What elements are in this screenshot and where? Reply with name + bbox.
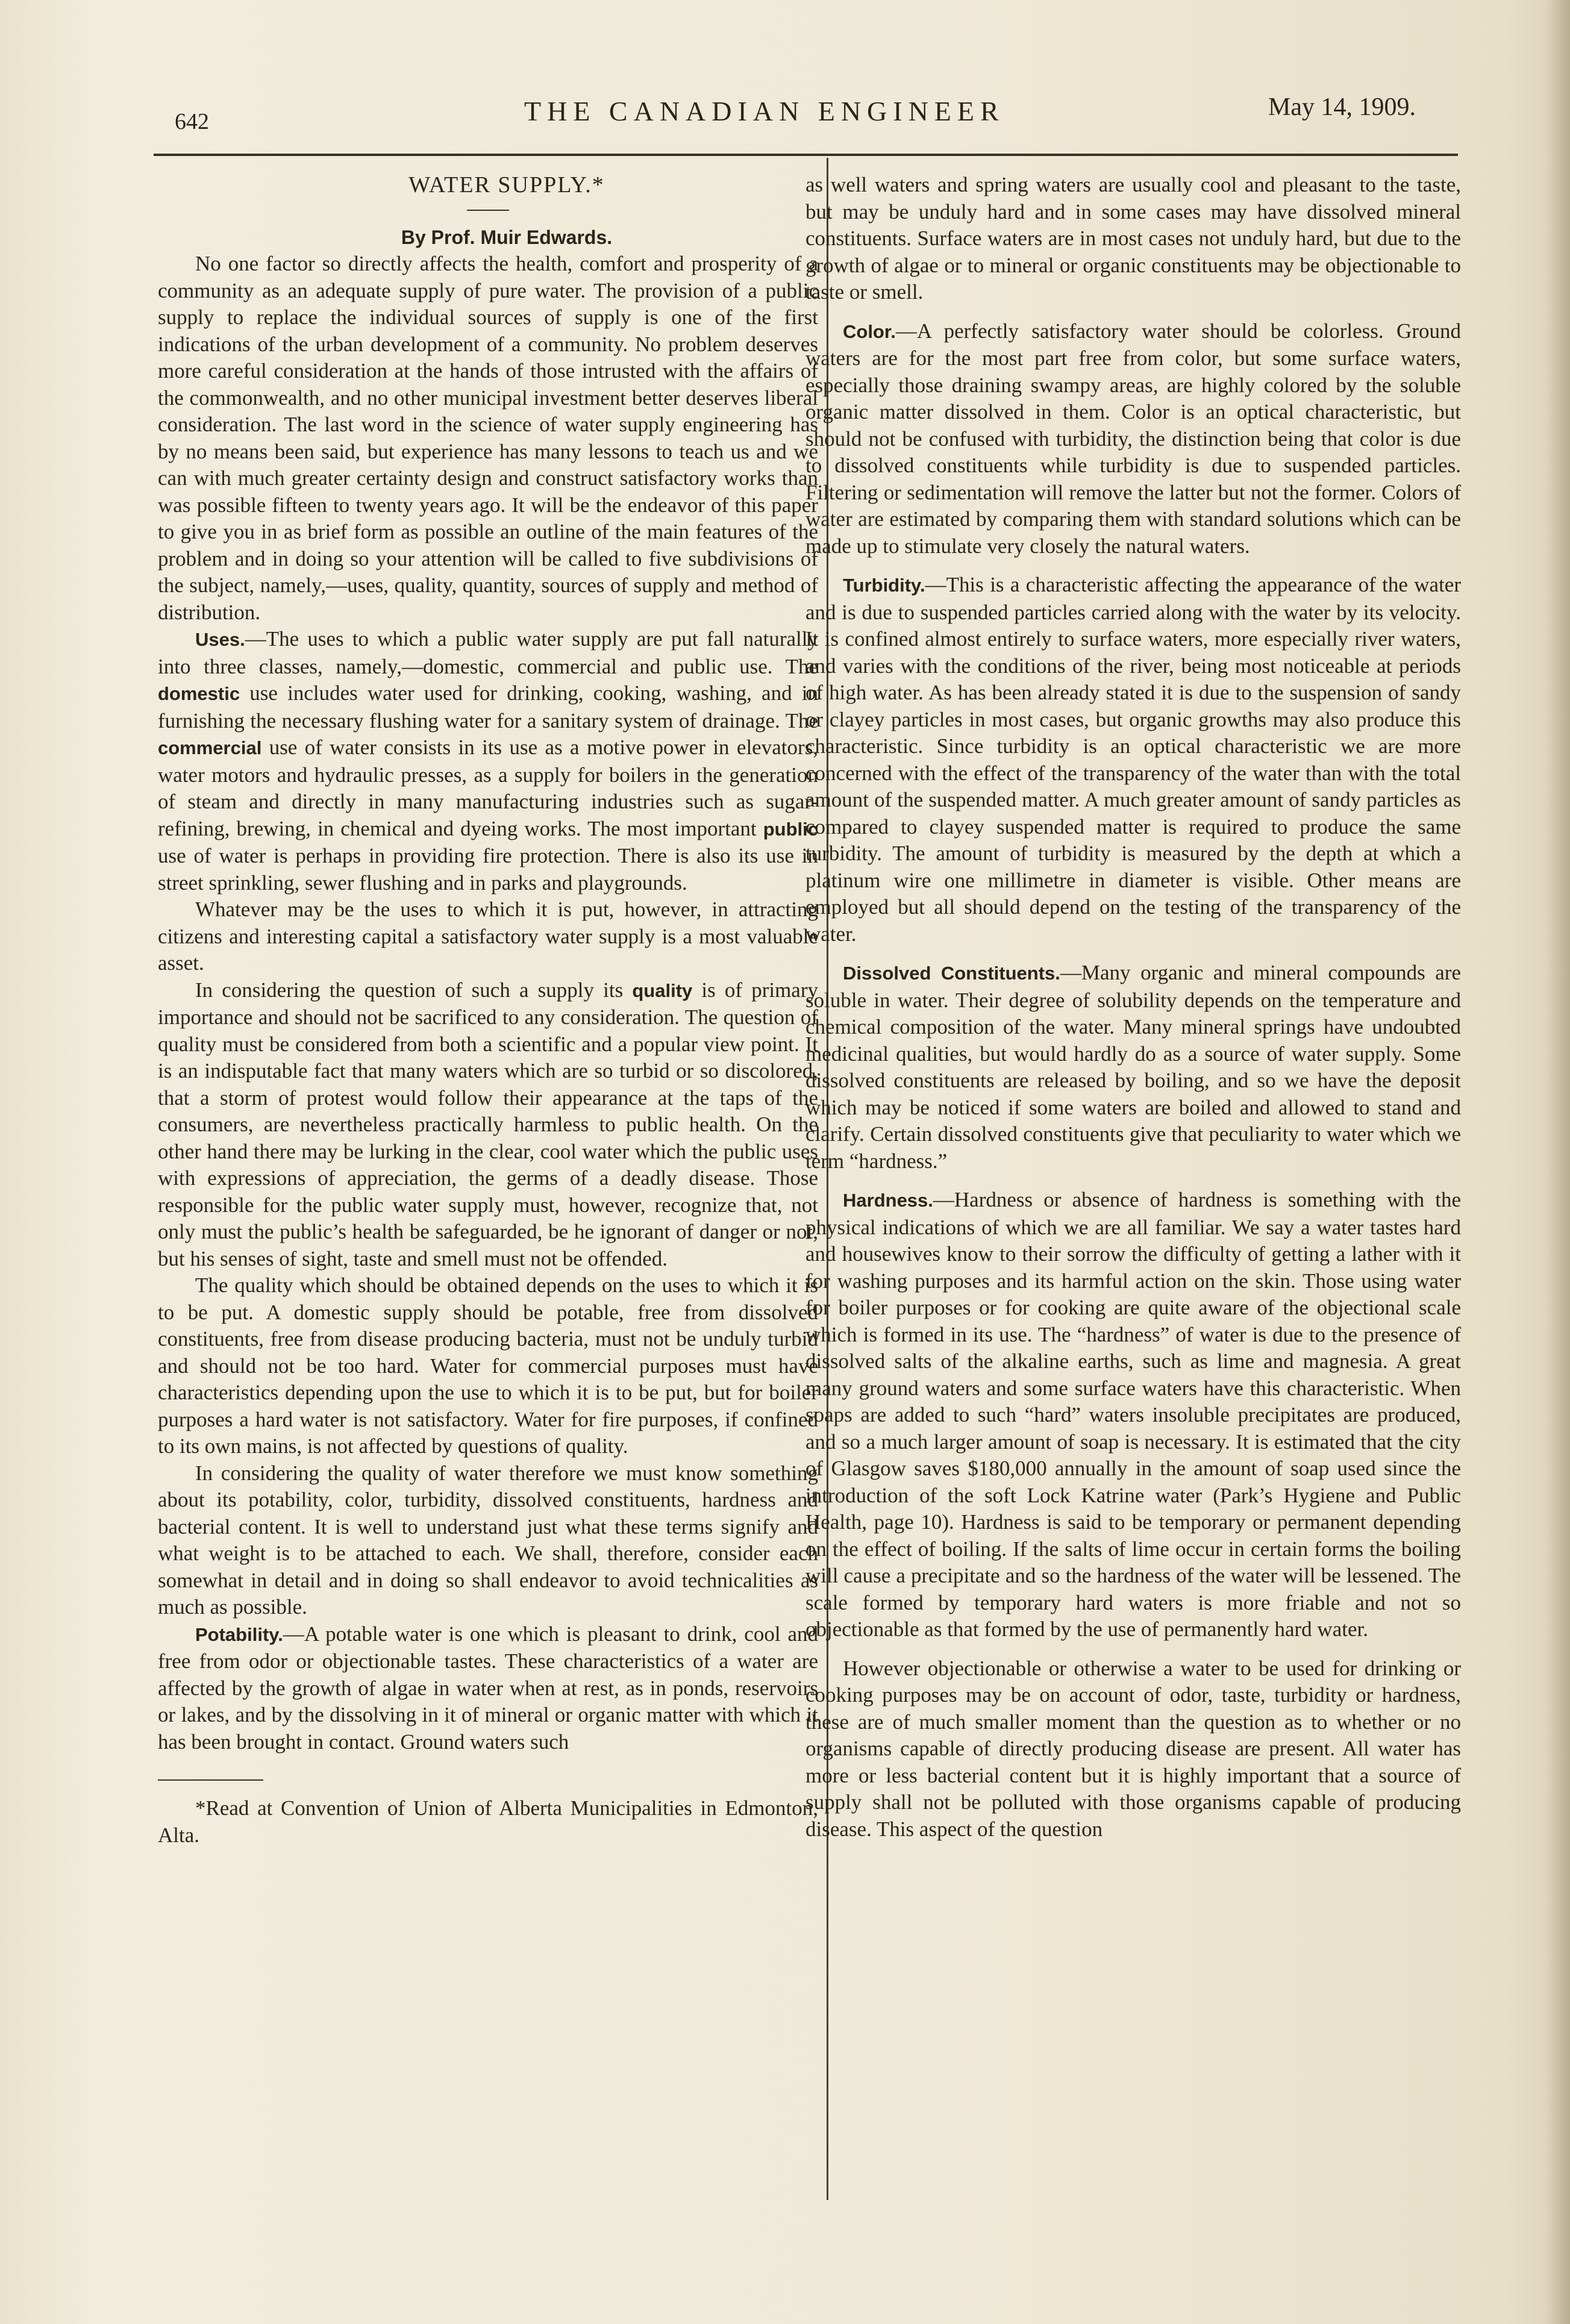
page-spine-shadow — [1546, 0, 1570, 2324]
keyword-commercial: commercial — [158, 737, 262, 758]
heading-potability: Potability. — [195, 1623, 283, 1645]
paragraph-uses: Uses.—The uses to which a public water supply are put fall naturally into three classes, namely,—domestic, commercial and public use. The domestic use includes water used for drinking, cooking, washing, and in furnishing the necessary flushing water for a sanitary system of drainage. The commercial use of water consists in its use as a motive power in elevators, water motors and hydraulic presses, as a supply for boilers in the generation of steam and directly in many manufacturing industries such as sugar-refining, brewing, in chemical and dyeing works. The most important public use of water is perhaps in providing fire protection. There is also its use in street sprinkling, sewer flushing and in parks and playgrounds. — [158, 627, 818, 895]
heading-uses: Uses. — [195, 629, 245, 650]
keyword-domestic: domestic — [158, 683, 240, 704]
header-rule — [154, 154, 1458, 156]
keyword-quality: quality — [632, 979, 693, 1001]
paragraph-dissolved-constituents: Dissolved Constituents.—Many organic and mineral compounds are soluble in water. Their degree of solubility depends on the temperature and chemical composition of the water. Many mineral springs have undoubted medicinal qualities, but would hardly do as a source of water supply. Some dissolved constituents are released by boiling, and so we have the deposit which may be noticed if some waters are boiled and allowed to stand and clarify. Certain dissolved constituents give that peculiarity to water which we term “hardness.” — [805, 961, 1462, 1173]
issue-date: May 14, 1909. — [1268, 93, 1416, 121]
paragraph-whatever: Whatever may be the uses to which it is put, however, in attracting citizens and interesting capital a satisfactory water supply is a most valuable asset. — [158, 898, 818, 975]
byline: By Prof. Muir Edwards. — [401, 226, 613, 248]
paragraph-considering: In considering the quality of water therefore we must know something about its potability, color, turbidity, dissolved constituents, hardness and bacterial content. It is well to understand just what these terms signify and what weight is to be attached to each. We shall, therefore, consider each somewhat in detail and in doing so shall endeavor to avoid technicalities as much as possible. — [158, 1461, 818, 1619]
right-column — [805, 172, 1461, 1843]
paragraph-hardness: Hardness.—Hardness or absence of hardness is something with the physical indications of which we are all familiar. We say a water tastes hard and housewives know to their sorrow the difficulty of getting a lather with it for washing purposes and its harmful action on the skin. Those using water for boiler purposes or for cooking are quite aware of the objectional scale which is formed in its use. The “hardness” of water is due to the presence of dissolved salts of the alkaline earths, such as lime and magnesia. A great many ground waters and some surface waters have this characteristic. When soaps are added to such “hard” waters insoluble precipitates are produced, and so a much larger amount of soap is necessary. It is estimated that the city of Glasgow saves $180,000 annually in the amount of soap used since the introduction of the soft Lock Katrine water (Park’s Hygiene and Public Health, page 10). Hardness is said to be temporary or permanent depending on the effect of boiling. If the salts of lime occur in certain forms the boiling will cause a precipitate and so the hardness of the water will be lessened. The scale formed by temporary hard waters is more friable and not so objectionable as that formed by the use of permanently hard water. — [805, 1188, 1461, 1641]
footnote: *Read at Convention of Union of Alberta Municipalities in Edmonton, Alta. — [158, 1796, 818, 1847]
paragraph-however: However objectionable or otherwise a water to be used for drinking or cooking purposes may be on account of odor, taste, turbidity or hardness, these are of much smaller moment than the question as to whether or no organisms capable of directly producing disease are present. All water has more or less bacterial content but it is highly important that a source of supply shall not be polluted with those organisms capable of producing disease. This aspect of the question — [805, 1656, 1461, 1841]
keyword-public: public — [763, 818, 818, 840]
paragraph-potability: Potability.—A potable water is one which is pleasant to drink, cool and free from odor or objectionable tastes. These characteristics of a water are affected by the growth of algae in water when at rest, as in ponds, reservoirs or lakes, and by the dissolving in it of mineral or organic matter with which it has been brought in contact. Ground waters such — [158, 1622, 818, 1754]
heading-dissolved-constituents: Dissolved Constituents. — [843, 963, 1060, 984]
article-title: WATER SUPPLY.* — [408, 172, 605, 198]
journal-title: THE CANADIAN ENGINEER — [524, 96, 1005, 127]
paragraph-quality-uses: The quality which should be obtained depends on the uses to which it is to be put. A domestic supply should be potable, free from dissolved constituents, free from disease producing bacteria, must not be unduly turbid and should not be too hard. Water for commercial purposes must have characteristics depending upon the use to which it is to be put, but for boiler purposes a hard water is not satisfactory. Water for fire purposes, if confined to its own mains, is not affected by questions of quality. — [158, 1273, 818, 1458]
page-number: 642 — [175, 109, 209, 134]
left-column — [158, 172, 818, 1849]
heading-color: Color. — [843, 320, 896, 342]
running-header — [175, 90, 1428, 139]
heading-hardness: Hardness. — [843, 1190, 933, 1211]
paragraph-color: Color.—A perfectly satisfactory water should be colorless. Ground waters are for the most part free from color, but some surface waters, especially those draining swampy areas, are highly colored by the soluble organic matter dissolved in them. Color is an optical characteristic, but should not be confused with turbidity, the distinction being that color is due to dissolved constituents while turbidity is due to suspended particles. Filtering or sedimentation will remove the latter but not the former. Colors of water are estimated by comparing them with standard solutions which can be made up to stimulate very closely the natural waters. — [805, 319, 1461, 558]
title-rule — [467, 210, 509, 211]
paragraph-turbidity: Turbidity.—This is a characteristic affecting the appearance of the water and is due to suspended particles carried along with the water by its velocity. It is confined almost entirely to surface waters, more especially river waters, and varies with the conditions of the river, being most noticeable at periods of high water. As has been already stated it is due to the suspension of sandy or clayey particles in most cases, but organic growths may also produce this characteristic. Since turbidity is an optical characteristic we are more concerned with the effect of the transparency of the water than with the total amount of the suspended matter. A much greater amount of sandy particles as compared to clayey suspended matter is required to produce the same turbidity. The amount of turbidity is measured by the depth at which a platinum wire one millimetre in diameter is visible. Other means are employed but all should depend on the testing of the transparency of the water. — [805, 573, 1461, 946]
paragraph-intro: No one factor so directly affects the health, comfort and prosperity of a community as an adequate supply of pure water. The provision of a public supply to replace the individual sources of supply is one of the first indications of the urban development of a community. No problem deserves more careful consideration at the hands of those intrusted with the affairs of the commonwealth, and no other municipal investment better deserves liberal consideration. The last word in the science of water supply engineering has by no means been said, but experience has many lessons to teach us and we can with much greater certainty design and construct satisfactory works than was possible fifteen to twenty years ago. It will be the endeavor of this paper to give you in as brief form as possible an outline of the main features of the problem and in doing so your attention will be called to five subdivisions of the subject, namely,—uses, quality, quantity, sources of supply and method of distribution. — [158, 252, 818, 624]
heading-turbidity: Turbidity. — [843, 575, 925, 596]
footnote-rule — [158, 1779, 263, 1781]
paragraph-quality: In considering the question of such a supply its quality is of primary importance and should not be sacrificed to any consideration. The question of quality must be considered from both a scientific and a popular view point. It is an indisputable fact that many waters which are so turbid or so discolored, that a storm of protest would follow their appearance at the taps of the consumers, are nevertheless practically harmless to public health. On the other hand there may be lurking in the clear, cool water which the public uses with expressions of appreciation, the germs of a deadly disease. Those responsible for the public water supply must, however, recognize that, not only must the public’s health be safeguarded, be he ignorant of danger or not, but his senses of sight, taste and smell must not be offended. — [158, 978, 818, 1270]
paragraph-potability-continued: as well waters and spring waters are usually cool and pleasant to the taste, but may be unduly hard and in some cases may have dissolved mineral constituents. Surface waters are in most cases not unduly hard, but due to the growth of algae or to mineral or organic constituents may be objectionable to taste or smell. — [805, 173, 1461, 304]
